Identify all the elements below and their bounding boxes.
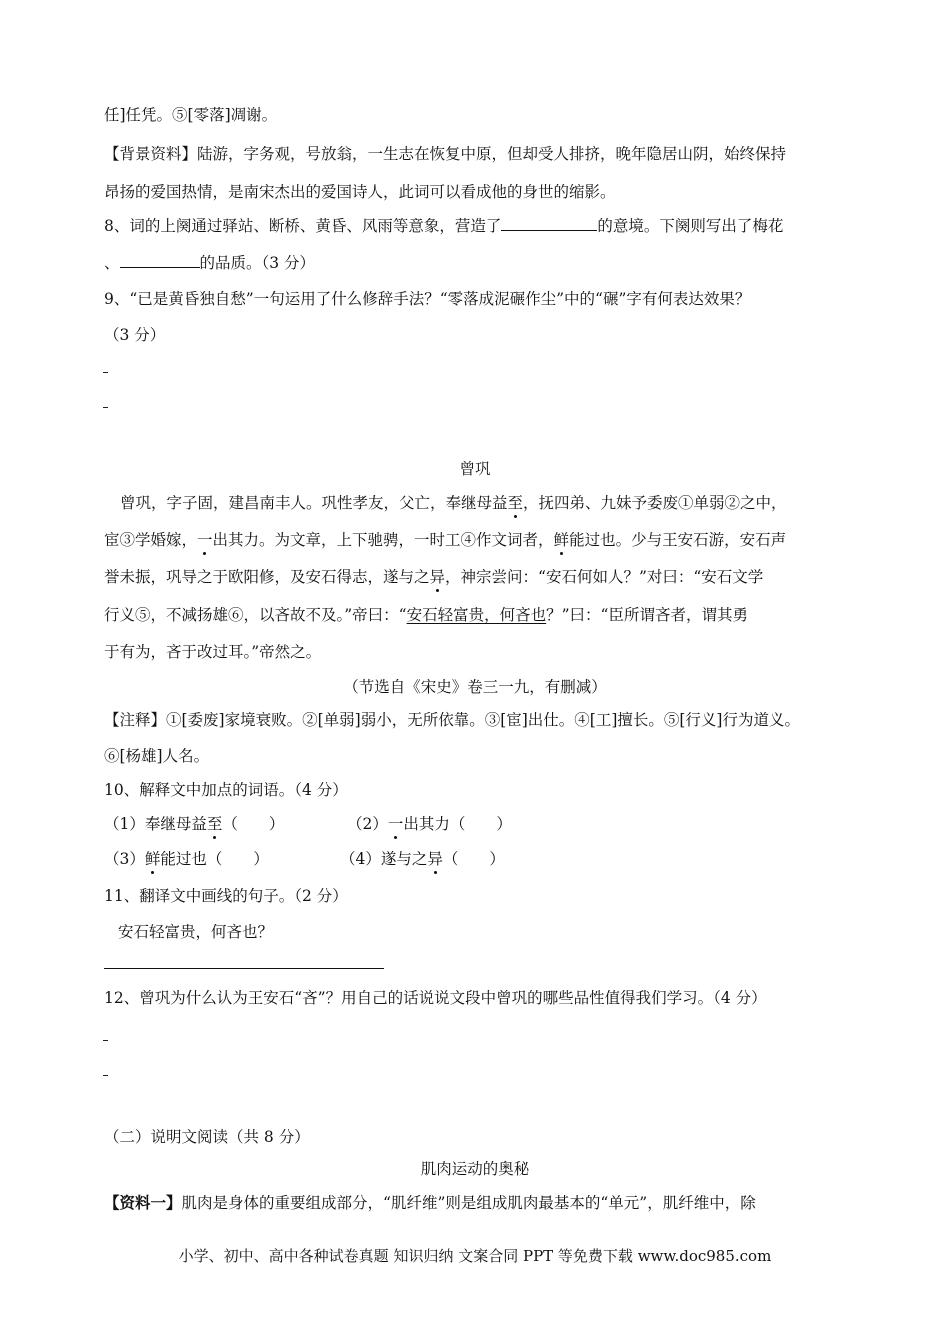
passage-text: ？”曰：“臣所谓吝者，谓其勇: [546, 606, 748, 624]
answer-blank[interactable]: [501, 214, 597, 231]
passage-text: ，神宗尝问：“安石何如人？”对曰：“安石文学: [445, 568, 764, 586]
item-text: （2）: [347, 815, 388, 833]
dotted-word: 异: [427, 850, 443, 868]
answer-paren[interactable]: （ ）: [442, 850, 505, 868]
underlined-sentence: 安石轻富贵，何吝也: [406, 606, 547, 624]
passage-line: [120, 492, 787, 514]
passage-line: 于有为，吝于改过耳。”帝然之。: [104, 643, 322, 661]
passage-line: [104, 529, 786, 551]
passage-text: 誉未振，巩导之于欧阳修，及安石得志，遂与之: [104, 568, 430, 586]
passage-text: 出其力。为文章，上下驰骋，一时工④作文词者，: [212, 531, 554, 549]
resource-one: [104, 1192, 756, 1214]
text-line: 昂扬的爱国热情，是南宋杰出的爱国诗人，此词可以看成他的身世的缩影。: [104, 183, 616, 201]
passage-text: 行义⑤，不减扬雄⑥，以吝故不及。”帝曰：“: [104, 606, 407, 624]
passage-title: 肌肉运动的奥秘: [420, 1160, 530, 1178]
section-heading: （二）说明文阅读（共 8 分）: [104, 1128, 310, 1146]
question-10-item: [340, 848, 505, 870]
passage-title: 曾巩: [459, 460, 491, 478]
answer-paren[interactable]: （ ）: [222, 815, 285, 833]
dotted-word: 至: [206, 815, 223, 833]
page-footer: 小学、初中、高中各种试卷真题 知识归纳 文案合同 PPT 等免费下载 www.doc985.com: [178, 1247, 772, 1265]
q8-part-b: 的意境。下阕则写出了梅花: [597, 217, 784, 235]
passage-line: [104, 566, 763, 588]
answer-line-mark: [103, 372, 108, 373]
passage-line: [104, 604, 748, 626]
answer-line-mark: [103, 1075, 108, 1076]
q8-part-d: 的品质。（3 分）: [199, 254, 316, 272]
dotted-word: 一: [387, 815, 404, 833]
q8-part-a: 8、词的上阕通过驿站、断桥、黄昏、风雨等意象，营造了: [104, 217, 502, 235]
dotted-word: 一: [197, 531, 213, 549]
question-10-item: [104, 848, 269, 870]
source-citation: （节选自《宋史》卷三一九，有删减）: [343, 678, 607, 696]
question-11-sentence: 安石轻富贵，何吝也？: [118, 923, 274, 941]
question-10-item: [104, 813, 284, 835]
question-9-score: （3 分）: [104, 326, 166, 344]
resource-label: 【资料一】: [104, 1193, 182, 1212]
question-11: 11、翻译文中画线的句子。（2 分）: [104, 887, 348, 905]
question-8: [104, 214, 783, 237]
dotted-word: 鲜: [144, 850, 161, 868]
item-text: （3）: [104, 850, 145, 868]
dotted-word: 鲜: [553, 531, 570, 549]
resource-text: 肌肉是身体的重要组成部分，“肌纤维”则是组成肌肉最基本的“单元”，肌纤维中，除: [181, 1194, 756, 1212]
passage-text: 能过也。少与王安石游，安石声: [569, 531, 787, 549]
notes-cont: ⑥[杨雄]人名。: [104, 747, 210, 765]
question-10: 10、解释文中加点的词语。（4 分）: [104, 781, 348, 799]
question-12: 12、曾巩为什么认为王安石“吝”？用自己的话说说文段中曾巩的哪些品性值得我们学习。（4 分）: [104, 989, 767, 1007]
passage-text: 曾巩，字子固，建昌南丰人。巩性孝友，父亡，奉继母益: [120, 494, 508, 512]
question-10-item: [347, 813, 512, 835]
item-text: （1）奉继母益: [104, 815, 207, 833]
answer-blank[interactable]: [120, 251, 200, 268]
answer-paren[interactable]: 出其力（ ）: [403, 815, 512, 833]
passage-text: ，抚四弟、九妹予委废①单弱②之中，: [523, 494, 787, 512]
answer-line-mark: [103, 407, 108, 408]
answer-line[interactable]: [104, 968, 384, 969]
notes: 【注释】①[委废]家境衰败。②[单弱]弱小，无所依靠。③[宦]出仕。④[工]擅长。⑤[行义]行为道义。: [104, 711, 800, 729]
question-8-cont: [104, 251, 315, 274]
question-9: 9、“已是黄昏独自愁”一句运用了什么修辞手法？“零落成泥碾作尘”中的“碾”字有何表达效果？: [104, 290, 751, 308]
item-text: （4）遂与之: [340, 850, 428, 868]
dotted-word: 至: [507, 494, 524, 512]
background-material: 【背景资料】陆游，字务观，号放翁，一生志在恢复中原，但却受人排挤，晚年隐居山阴，始终保持: [104, 145, 787, 163]
answer-line-mark: [103, 1040, 108, 1041]
answer-paren[interactable]: 能过也（ ）: [160, 850, 269, 868]
passage-text: 宦③学婚嫁，: [104, 531, 198, 549]
text-line: 任]任凭。⑤[零落]凋谢。: [104, 106, 278, 124]
dotted-word: 异: [429, 568, 446, 586]
q8-part-c: 、: [104, 254, 120, 272]
